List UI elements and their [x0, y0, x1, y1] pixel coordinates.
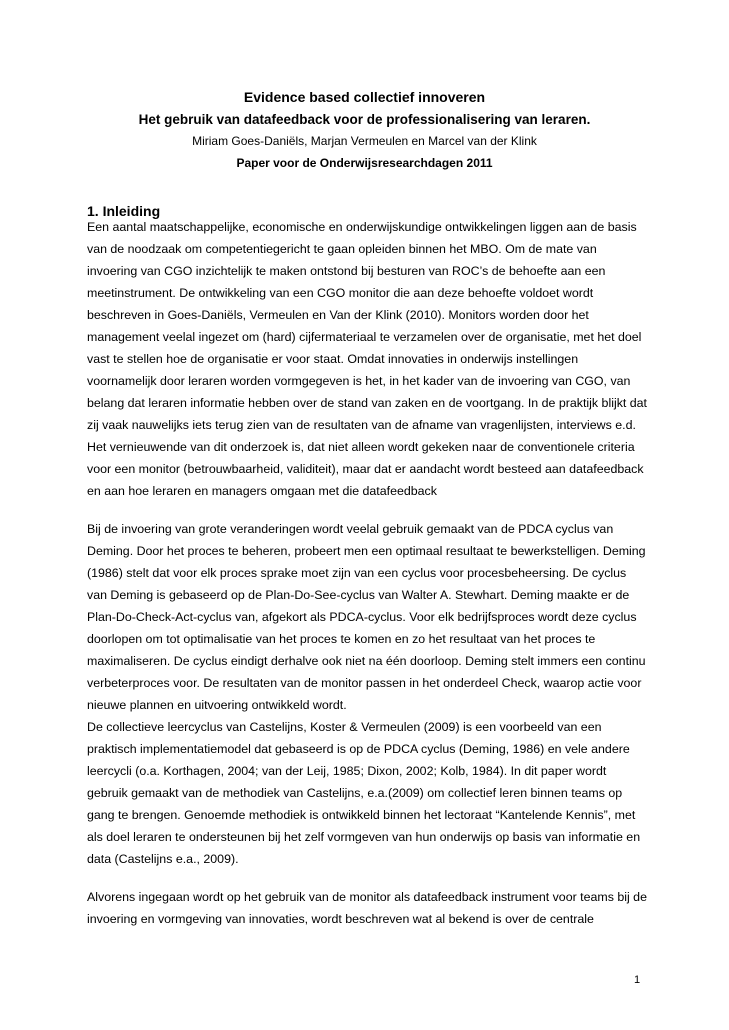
body-line: meetinstrument. De ontwikkeling van een CGO monitor die aan deze behoefte voldoet wordt [87, 286, 594, 300]
body-line: voornamelijk door leraren worden vormgegeven is het, in het kader van de invoering van CGO, van [87, 374, 631, 388]
body-line: beschreven in Goes-Daniëls, Vermeulen en Van der Klink (2010). Monitors worden door het [87, 308, 589, 322]
body-line: management veelal ingezet om (hard) cijfermateriaal te verzamelen over de organisatie, met het doel [87, 330, 642, 344]
body-line: Plan-Do-Check-Act-cyclus van, afgekort als PDCA-cyclus. Voor elk bedrijfsproces wordt deze cyclus [87, 610, 637, 624]
body-line: van de noodzaak om competentiegericht te gaan opleiden binnen het MBO. Om de mate van [87, 242, 597, 256]
body-line: als doel leraren te ondersteunen bij het zelf vormgeven van hun onderwijs op basis van informatie en [87, 830, 641, 844]
body-line: leercycli (o.a. Korthagen, 2004; van der Leij, 1985; Dixon, 2002; Kolb, 1984). In dit paper wordt [87, 764, 607, 778]
section-heading: 1. Inleiding [87, 203, 161, 219]
body-line: gang te brengen. Genoemde methodiek is ontwikkeld binnen het lectoraat “Kantelende Kennis”, met [87, 808, 636, 822]
paper-subtitle: Het gebruik van datafeedback voor de professionalisering van leraren. [138, 112, 591, 127]
body-line: maximaliseren. De cyclus eindigt derhalve ook niet na één doorloop. Deming stelt immers een continu [87, 654, 646, 668]
body-line: data (Castelijns e.a., 2009). [87, 852, 239, 866]
body-line: vast te stellen hoe de organisatie er voor staat. Omdat innovaties in onderwijs instellingen [87, 352, 579, 366]
paper-title: Evidence based collectief innoveren [243, 89, 486, 105]
body-line: praktisch implementatiemodel dat gebaseerd is op de PDCA cyclus (Deming, 1986) en vele andere [87, 742, 630, 756]
body-line: Bij de invoering van grote veranderingen wordt veelal gebruik gemaakt van de PDCA cyclus van [87, 522, 614, 536]
body-line: zij vaak nauwelijks iets terug zien van de resultaten van de afname van vragenlijsten, interviews e.d. [87, 418, 636, 432]
body-line: Deming. Door het proces te beheren, probeert men een optimaal resultaat te bewerkstelligen. Deming [87, 544, 646, 558]
paper-venue: Paper voor de Onderwijsresearchdagen 2011 [236, 156, 493, 170]
page-number: 1 [634, 974, 641, 986]
body-line: Het vernieuwende van dit onderzoek is, dat niet alleen wordt gekeken naar de conventionele criteria [87, 440, 635, 454]
body-line: De collectieve leercyclus van Castelijns, Koster & Vermeulen (2009) is een voorbeeld van een [87, 720, 602, 734]
body-line: van Deming is gebaseerd op de Plan-Do-See-cyclus van Walter A. Stewhart. Deming maakte er de [87, 588, 630, 602]
body-line: doorlopen om tot optimalisatie van het proces te komen en zo het resultaat van het proces te [87, 632, 596, 646]
body-line: invoering van CGO inzichtelijk te maken ontstond bij besturen van ROC’s de behoefte aan een [87, 264, 606, 278]
body-line: verbeterproces voor. De resultaten van de monitor passen in het onderdeel Check, waarop actie voor [87, 676, 642, 690]
paper-authors: Miriam Goes-Daniëls, Marjan Vermeulen en Marcel van der Klink [192, 134, 537, 148]
body-line: Een aantal maatschappelijke, economische en onderwijskundige ontwikkelingen liggen aan de basis [87, 220, 637, 234]
body-line: Alvorens ingegaan wordt op het gebruik van de monitor als datafeedback instrument voor teams bij de [87, 890, 647, 904]
body-line: (1986) stelt dat voor elk proces sprake moet zijn van een cyclus voor procesbeheersing. De cyclus [87, 566, 627, 580]
body-line: invoering en vormgeving van innovaties, wordt beschreven wat al bekend is over de centrale [87, 912, 594, 926]
body-line: nieuwe plannen en uitvoering ontwikkeld wordt. [87, 698, 347, 712]
body-line: belang dat leraren informatie hebben over de stand van zaken en de voortgang. In de praktijk blijkt dat [87, 396, 648, 410]
body-line: gebruik gemaakt van de methodiek van Castelijns, e.a.(2009) om collectief leren binnen teams op [87, 786, 623, 800]
body-line: voor een monitor (betrouwbaarheid, validiteit), maar dat er aandacht wordt besteed aan datafeedback [87, 462, 644, 476]
body-line: en aan hoe leraren en managers omgaan met die datafeedback [87, 484, 437, 498]
